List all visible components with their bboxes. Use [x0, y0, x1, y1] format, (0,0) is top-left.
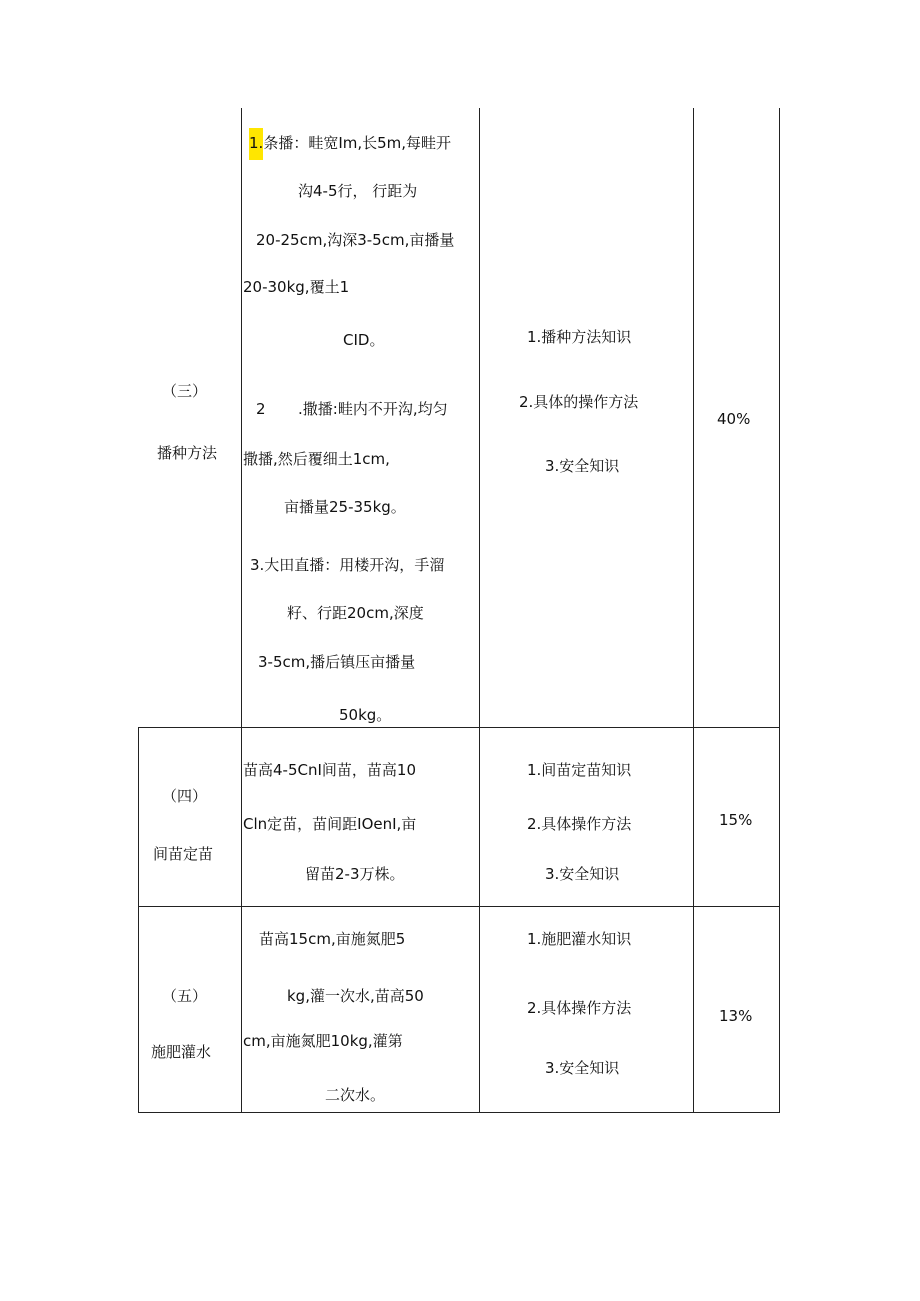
content-line: 2	[256, 400, 266, 418]
table-border-right	[779, 108, 780, 1113]
table-border-left	[138, 728, 139, 1113]
knowledge-item: 3.安全知识	[545, 1059, 620, 1077]
knowledge-item: 2.具体操作方法	[527, 999, 632, 1017]
content-line: kg,灌一次水,苗高50	[287, 987, 424, 1005]
row-label-name: 间苗定苗	[153, 845, 214, 863]
content-line: Cln定苗，苗间距IOenI,亩	[243, 815, 417, 833]
weight-value: 15%	[719, 811, 753, 829]
row-divider-2	[138, 906, 780, 907]
content-text: 条播：畦宽Im,长5m,每畦开	[263, 134, 452, 152]
content-line: 50kg。	[339, 706, 392, 724]
content-line: 20-25cm,沟深3-5cm,亩播量	[256, 231, 455, 249]
row-divider-1	[138, 727, 780, 728]
content-line: 20-30kg,覆土1	[243, 278, 350, 296]
content-line: 3-5cm,播后镇压亩播量	[258, 653, 416, 671]
weight-value: 13%	[719, 1007, 753, 1025]
table-border-col1	[241, 108, 242, 1113]
content-line: 撒播,然后覆细土1cm,	[243, 450, 390, 468]
row-label-number: （五）	[162, 987, 208, 1005]
row-label-name: 施肥灌水	[151, 1043, 212, 1061]
weight-value: 40%	[717, 410, 751, 428]
table-border-bottom	[138, 1112, 780, 1113]
content-line: cm,亩施氮肥10kg,灌第	[243, 1032, 403, 1050]
row-label-number: （四）	[162, 787, 208, 805]
content-line: 亩播量25-35kg。	[284, 498, 406, 516]
content-line: 二次水。	[325, 1086, 386, 1104]
row-label-name: 播种方法	[157, 444, 218, 462]
table-border-col3	[693, 108, 694, 1113]
content-line: 籽、行距20cm,深度	[287, 604, 424, 622]
knowledge-item: 1.施肥灌水知识	[527, 930, 632, 948]
knowledge-item: 1.播种方法知识	[527, 328, 632, 346]
highlight-mark: 1.	[249, 128, 263, 160]
row-label-number: （三）	[162, 382, 208, 400]
content-line: 苗高4-5CnI间苗，苗高10	[243, 761, 416, 779]
knowledge-item: 3.安全知识	[545, 865, 620, 883]
knowledge-item: 3.安全知识	[545, 457, 620, 475]
content-line: 3.大田直播：用楼开沟，手溜	[250, 556, 445, 574]
knowledge-item: 1.间苗定苗知识	[527, 761, 632, 779]
content-line: 沟4-5行， 行距为	[298, 182, 418, 200]
content-line: .撒播:畦内不开沟,均匀	[298, 400, 448, 418]
content-line: 留苗2-3万株。	[305, 865, 405, 883]
content-line: CID。	[343, 331, 385, 349]
content-line: 苗高15cm,亩施氮肥5	[259, 930, 406, 948]
table-border-col2	[479, 108, 480, 1113]
knowledge-item: 2.具体的操作方法	[519, 393, 639, 411]
knowledge-item: 2.具体操作方法	[527, 815, 632, 833]
content-line	[249, 133, 451, 153]
